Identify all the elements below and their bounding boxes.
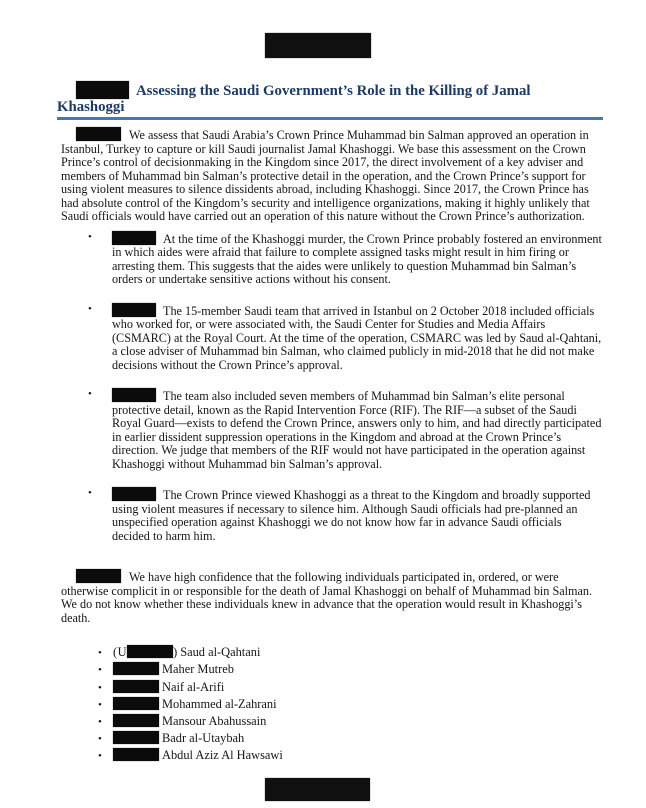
list-item [98,679,602,696]
bullet-icon: • [98,733,102,746]
bullet-text-block [112,231,602,287]
bullet-item [88,487,602,543]
redaction-bar [113,662,159,675]
assessment-bullet-list [61,231,602,544]
bullet-icon: • [88,302,92,315]
list-item [98,730,602,747]
intro-text: We assess that Saudi Arabia’s Crown Prince Muhammad bin Salman approved an operation in Istanbul, Turkey to capture or kill Saudi journalist Jamal Khashoggi. We base this assessment on the Crown Prince’s control of decisionmaking in the Kingdom since 2017, the direct involvement of a key adviser and members of Muhammad bin Salman’s protective detail in the operation, and the Crown Prince’s support for using violent measures to silence dissidents abroad, including Khashoggi. Since 2017, the Crown Prince has had absolute control of the Kingdom’s security and intelligence organizations, making it highly unlikely that Saudi officials would have carried out an operation of this nature without the Crown Prince’s authorization. [61,128,590,224]
bullet-icon: • [98,681,102,694]
redaction-bar [113,731,159,744]
bullet-text-block [112,487,602,543]
bullet-icon: • [88,388,92,401]
bullet-text: At the time of the Khashoggi murder, the Crown Prince probably fostered an environment in which aides were afraid that failure to complete assigned tasks might result in him firing or arresting them. This suggests that the aides were unlikely to question Muhammad bin Salman’s orders or undertake sensitive actions without his consent. [112,231,602,287]
redaction-bar [113,714,159,727]
bullet-text: The team also included seven members of Muhammad bin Salman’s elite personal protective detail, known as the Rapid Intervention Force (RIF). The RIF—a subset of the Saudi Royal Guard—exists to defend the Crown Prince, answers only to him, and had directly participated in earlier dissident suppression operations in the Kingdom and abroad at the Crown Prince’s direction. We judge that members of the RIF would not have participated in the operation against Khashoggi without Muhammad bin Salman’s approval. [112,389,602,471]
page-title [57,81,603,120]
closing-paragraph [61,569,602,625]
bullet-text-block [112,303,602,373]
redaction-bar-bottom [265,778,370,801]
list-item [98,644,602,661]
redaction-bar [76,127,121,141]
bullet-text-block [112,388,602,471]
redaction-bar [113,697,159,710]
bullet-item [88,303,602,373]
list-item [98,747,602,764]
named-individuals-list [61,644,602,764]
bullet-icon: • [98,647,102,660]
bullet-icon: • [88,487,92,500]
redaction-bar [76,569,121,583]
bullet-icon: • [88,230,92,243]
classification-suffix: ) [173,645,178,660]
redaction-bar [76,81,129,99]
redaction-bar [112,303,156,317]
document-content [57,81,602,765]
bullet-icon: • [98,664,102,677]
redaction-bar [112,487,156,501]
list-item [98,661,602,678]
person-name: Maher Mutreb [162,662,234,677]
title-line2: Khashoggi [57,98,125,115]
redaction-bar [113,680,159,693]
person-name: Mansour Abahussain [162,714,267,728]
bullet-text: The Crown Prince viewed Khashoggi as a threat to the Kingdom and broadly supported using violent measures if necessary to silence him. Although Saudi officials had pre-planned an unspecified operation against Khashoggi we do not know how far in advance Saudi officials decided to harm him. [112,488,591,543]
person-name: Saud al-Qahtani [180,645,261,660]
closing-text: We have high confidence that the following individuals participated in, ordered, or were otherwise complicit in or responsible for the death of Jamal Khashoggi on behalf of Muhammad bin Salman. We do not know whether these individuals knew in advance that the operation would result in Khashoggi’s death. [61,570,593,625]
bullet-icon: • [98,716,102,728]
list-item [98,713,602,730]
redaction-bar [112,231,156,245]
list-item [98,696,602,713]
person-name: Mohammed al-Zahrani [162,696,277,711]
bullet-item [88,231,602,287]
redaction-bar [113,748,159,761]
person-name: Naif al-Arifi [162,679,225,694]
title-line1: Assessing the Saudi Government’s Role in the Killing of Jamal [136,83,531,99]
bullet-item [88,388,602,471]
redaction-bar [112,388,156,402]
bullet-icon: • [98,750,102,763]
intro-paragraph [61,127,602,224]
person-name: Badr al-Utaybah [162,731,245,746]
redaction-bar [127,645,173,658]
redaction-bar-top [265,33,371,58]
classification-prefix: (U [113,645,128,660]
bullet-icon: • [98,698,102,711]
bullet-text: The 15-member Saudi team that arrived in Istanbul on 2 October 2018 included officials who worked for, or were associated with, the Saudi Center for Studies and Media Affairs (CSMARC) at the Royal Court. At the time of the operation, CSMARC was led by Saud al-Qahtani, a close adviser of Muhammad bin Salman, who claimed publicly in mid-2018 that he did not make decisions without the Crown Prince’s approval. [112,303,602,372]
person-name: Abdul Aziz Al Hawsawi [162,748,283,763]
